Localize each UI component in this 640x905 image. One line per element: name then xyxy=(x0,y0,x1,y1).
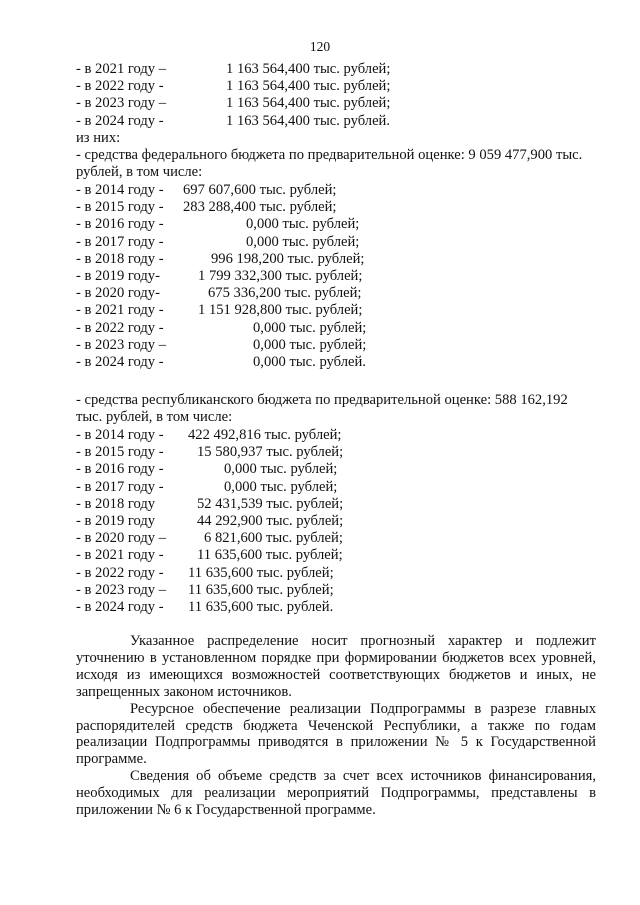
amount-value: 283 288,400 тыс. рублей; xyxy=(183,199,337,216)
amount-value: 11 635,600 тыс. рублей; xyxy=(197,547,343,564)
year-label: - в 2022 году - xyxy=(76,319,164,336)
amount-value: 422 492,816 тыс. рублей; xyxy=(188,427,342,443)
year-label: - в 2024 году - xyxy=(76,598,164,615)
year-label: - в 2016 году - xyxy=(76,461,164,478)
amount-value: 15 580,937 тыс. рублей; xyxy=(197,444,344,461)
amount-value: 1 163 564,400 тыс. рублей. xyxy=(226,112,391,129)
amount-value: 52 431,539 тыс. рублей; xyxy=(197,495,344,512)
list-item xyxy=(76,182,396,199)
amount-value: 0,000 тыс. рублей; xyxy=(246,233,360,250)
year-label: - в 2023 году – xyxy=(76,95,167,112)
year-label: - в 2017 году - xyxy=(76,233,164,250)
list-item xyxy=(76,565,396,582)
year-label: - в 2021 году - xyxy=(76,547,164,564)
year-label: - в 2019 году xyxy=(76,512,156,529)
list-item xyxy=(76,285,396,302)
list-item xyxy=(76,302,396,319)
of-them-label: из них: xyxy=(76,129,121,146)
year-label: - в 2024 году - xyxy=(76,353,164,370)
paragraph: Указанное распределение носит прогнозный характер и подлежит уточнению в установленном порядке при формировании бюджетов всех уровней, исходя из имеющихся возможностей соответствующих бюджетов и иных, не запрещенных законом источников. xyxy=(76,633,596,700)
republic-heading-line1: - средства республиканского бюджета по предварительной оценке: 588 162,192 xyxy=(76,392,568,408)
list-item xyxy=(76,251,396,268)
amount-value: 0,000 тыс. рублей; xyxy=(224,478,338,495)
amount-value: 44 292,900 тыс. рублей; xyxy=(197,512,344,529)
page-number: 120 xyxy=(309,39,331,54)
amount-value: 6 821,600 тыс. рублей; xyxy=(204,530,343,547)
year-label: - в 2018 году xyxy=(76,495,156,512)
list-item xyxy=(76,427,396,444)
closing-paragraphs xyxy=(76,633,596,819)
year-label: - в 2022 году - xyxy=(76,78,164,95)
amount-value: 0,000 тыс. рублей; xyxy=(253,319,367,336)
amount-value: 1 151 928,800 тыс. рублей; xyxy=(198,302,363,319)
amount-value: 697 607,600 тыс. рублей; xyxy=(183,182,337,198)
year-label: - в 2022 году - xyxy=(76,564,164,581)
list-item xyxy=(76,268,396,285)
paragraph: Сведения об объеме средств за счет всех источников финансирования, необходимых для реализации мероприятий Подпрограммы, представлены в приложении № 6 к Государственной программе. xyxy=(76,768,596,819)
list-item xyxy=(76,444,396,461)
year-label: - в 2014 году - xyxy=(76,427,164,443)
list-item xyxy=(76,320,396,337)
amount-value: 11 635,600 тыс. рублей; xyxy=(188,564,334,581)
republic-heading-line2: тыс. рублей, в том числе: xyxy=(76,409,233,426)
list-item xyxy=(76,461,396,478)
year-label: - в 2016 году - xyxy=(76,216,164,233)
list-item xyxy=(76,513,396,530)
amount-value: 11 635,600 тыс. рублей. xyxy=(188,598,334,615)
total-years-list xyxy=(76,61,416,147)
amount-value: 1 163 564,400 тыс. рублей; xyxy=(226,78,391,95)
year-label: - в 2014 году - xyxy=(76,182,164,198)
list-item xyxy=(76,496,396,513)
year-label: - в 2020 году- xyxy=(76,285,160,302)
federal-years-list xyxy=(76,182,396,371)
list-item xyxy=(76,582,396,599)
amount-value: 0,000 тыс. рублей; xyxy=(224,461,338,478)
federal-heading-line2: рублей, в том числе: xyxy=(76,164,203,181)
list-item xyxy=(76,479,396,496)
year-label: - в 2015 году - xyxy=(76,199,164,216)
list-item xyxy=(76,61,416,78)
amount-value: 11 635,600 тыс. рублей; xyxy=(188,581,334,598)
republic-years-list xyxy=(76,427,396,616)
list-item xyxy=(76,78,416,95)
list-item xyxy=(76,547,396,564)
paragraph: Ресурсное обеспечение реализации Подпрограммы в разрезе главных распорядителей средств бюджета Чеченской Республики, а также по годам реализации Подпрограммы приводятся в приложении № 5 к Государственной программе. xyxy=(76,700,596,768)
list-item xyxy=(76,216,396,233)
amount-value: 0,000 тыс. рублей. xyxy=(253,353,366,370)
year-label: - в 2018 году - xyxy=(76,250,164,267)
amount-value: 675 336,200 тыс. рублей; xyxy=(208,285,362,302)
list-item xyxy=(76,199,396,216)
amount-value: 1 163 564,400 тыс. рублей; xyxy=(226,95,391,112)
list-item xyxy=(76,234,396,251)
year-label: - в 2017 году - xyxy=(76,478,164,495)
year-label: - в 2024 году - xyxy=(76,112,164,129)
republic-heading xyxy=(76,392,568,426)
federal-heading xyxy=(76,147,582,181)
amount-value: 0,000 тыс. рублей; xyxy=(246,216,360,233)
amount-value: 1 163 564,400 тыс. рублей; xyxy=(226,61,391,77)
year-label: - в 2021 году – xyxy=(76,61,167,77)
list-item xyxy=(76,337,396,354)
federal-heading-line1: - средства федерального бюджета по предварительной оценке: 9 059 477,900 тыс. xyxy=(76,147,583,163)
list-item xyxy=(76,113,416,130)
year-label: - в 2020 году – xyxy=(76,530,167,547)
list-item xyxy=(76,599,396,616)
list-item xyxy=(76,530,396,547)
list-item xyxy=(76,354,396,371)
year-label: - в 2021 году - xyxy=(76,302,164,319)
year-label: - в 2019 году- xyxy=(76,267,160,284)
year-label: - в 2015 году - xyxy=(76,444,164,461)
year-label: - в 2023 году – xyxy=(76,581,167,598)
list-item xyxy=(76,95,416,112)
amount-value: 1 799 332,300 тыс. рублей; xyxy=(198,267,363,284)
amount-value: 0,000 тыс. рублей; xyxy=(253,336,367,353)
year-label: - в 2023 году – xyxy=(76,336,167,353)
amount-value: 996 198,200 тыс. рублей; xyxy=(211,250,365,267)
